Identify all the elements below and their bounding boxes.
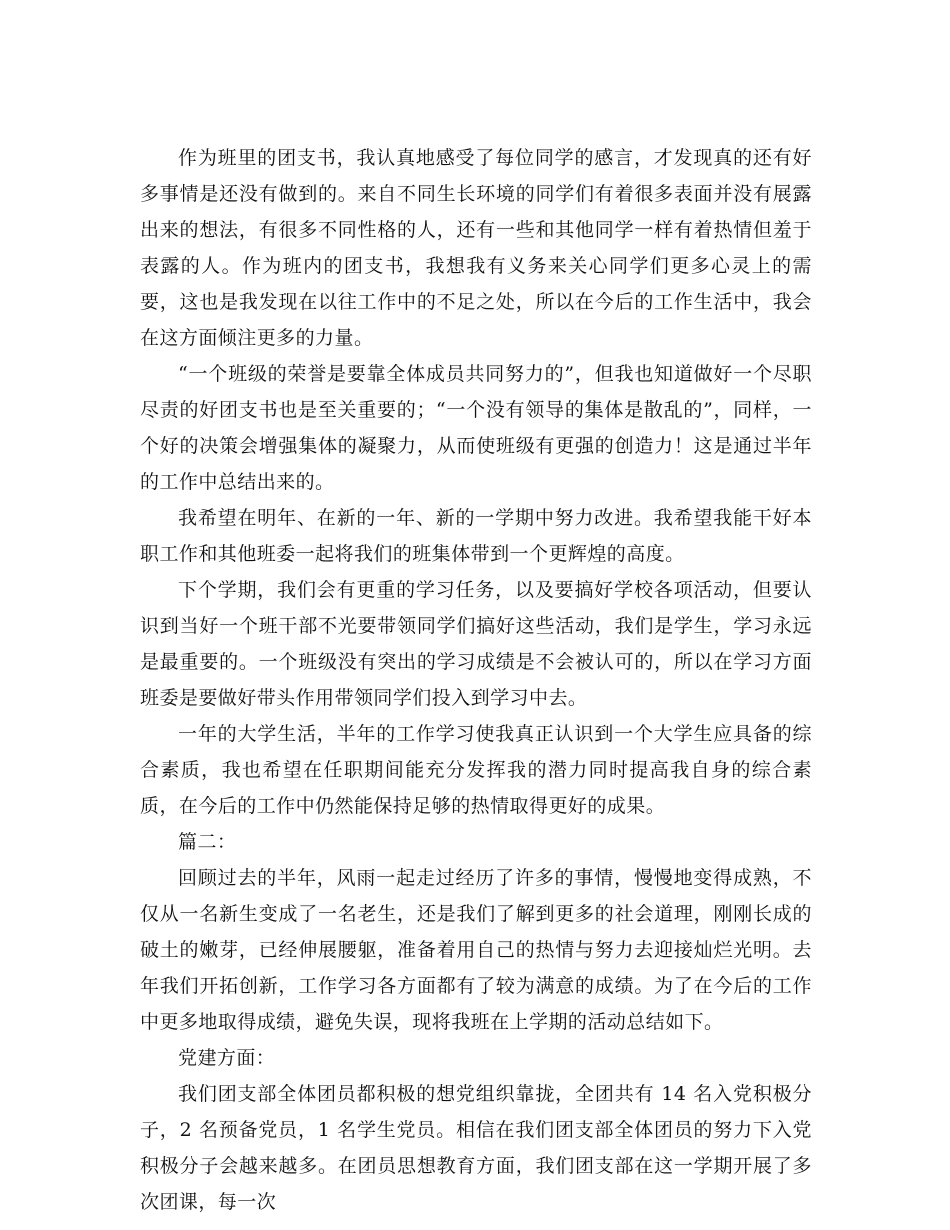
section-heading: 篇二： [178,831,237,853]
paragraph: 我们团支部全体团员都积极的想党组织靠拢，全团共有 14 名入党积极分子，2 名预备党员，1 名学生党员。相信在我们团支部全体团员的努力下入党积极分子会越来越多。在团员思想教育方面，我们团支部在这一学期开展了多次团课，每一次 [140,1083,812,1213]
paragraph: 下个学期，我们会有更重的学习任务，以及要搞好学校各项活动，但要认识到当好一个班干部不光要带领同学们搞好这些活动，我们是学生，学习永远是最重要的。一个班级没有突出的学习成绩是不会被认可的，所以在学习方面班委是要做好带头作用带领同学们投入到学习中去。 [140,579,812,709]
document-body [140,140,812,1220]
paragraph: 回顾过去的半年，风雨一起走过经历了许多的事情，慢慢地变得成熟，不仅从一名新生变成了一名老生，还是我们了解到更多的社会道理，刚刚长成的破土的嫩芽，已经伸展腰躯，准备着用自己的热情与努力去迎接灿烂光明。去年我们开拓创新，工作学习各方面都有了较为满意的成绩。为了在今后的工作中更多地取得成绩，避免失误，现将我班在上学期的活动总结如下。 [140,867,812,1033]
paragraph: “一个班级的荣誉是要靠全体成员共同努力的”，但我也知道做好一个尽职尽责的好团支书也是至关重要的；“一个没有领导的集体是散乱的”，同样，一个好的决策会增强集体的凝聚力，从而使班级有更强的创造力！这是通过半年的工作中总结出来的。 [140,363,812,493]
paragraph: 作为班里的团支书，我认真地感受了每位同学的感言，才发现真的还有好多事情是还没有做到的。来自不同生长环境的同学们有着很多表面并没有展露出来的想法，有很多不同性格的人，还有一些和其他同学一样有着热情但羞于表露的人。作为班内的团支书，我想我有义务来关心同学们更多心灵上的需要，这也是我发现在以往工作中的不足之处，所以在今后的工作生活中，我会在这方面倾注更多的力量。 [140,147,812,349]
paragraph: 一年的大学生活，半年的工作学习使我真正认识到一个大学生应具备的综合素质，我也希望在任职期间能充分发挥我的潜力同时提高我自身的综合素质，在今后的工作中仍然能保持足够的热情取得更好的成果。 [140,723,812,817]
section-heading: 党建方面： [178,1047,276,1069]
paragraph: 我希望在明年、在新的一年、新的一学期中努力改进。我希望我能干好本职工作和其他班委一起将我们的班集体带到一个更辉煌的高度。 [140,507,812,565]
